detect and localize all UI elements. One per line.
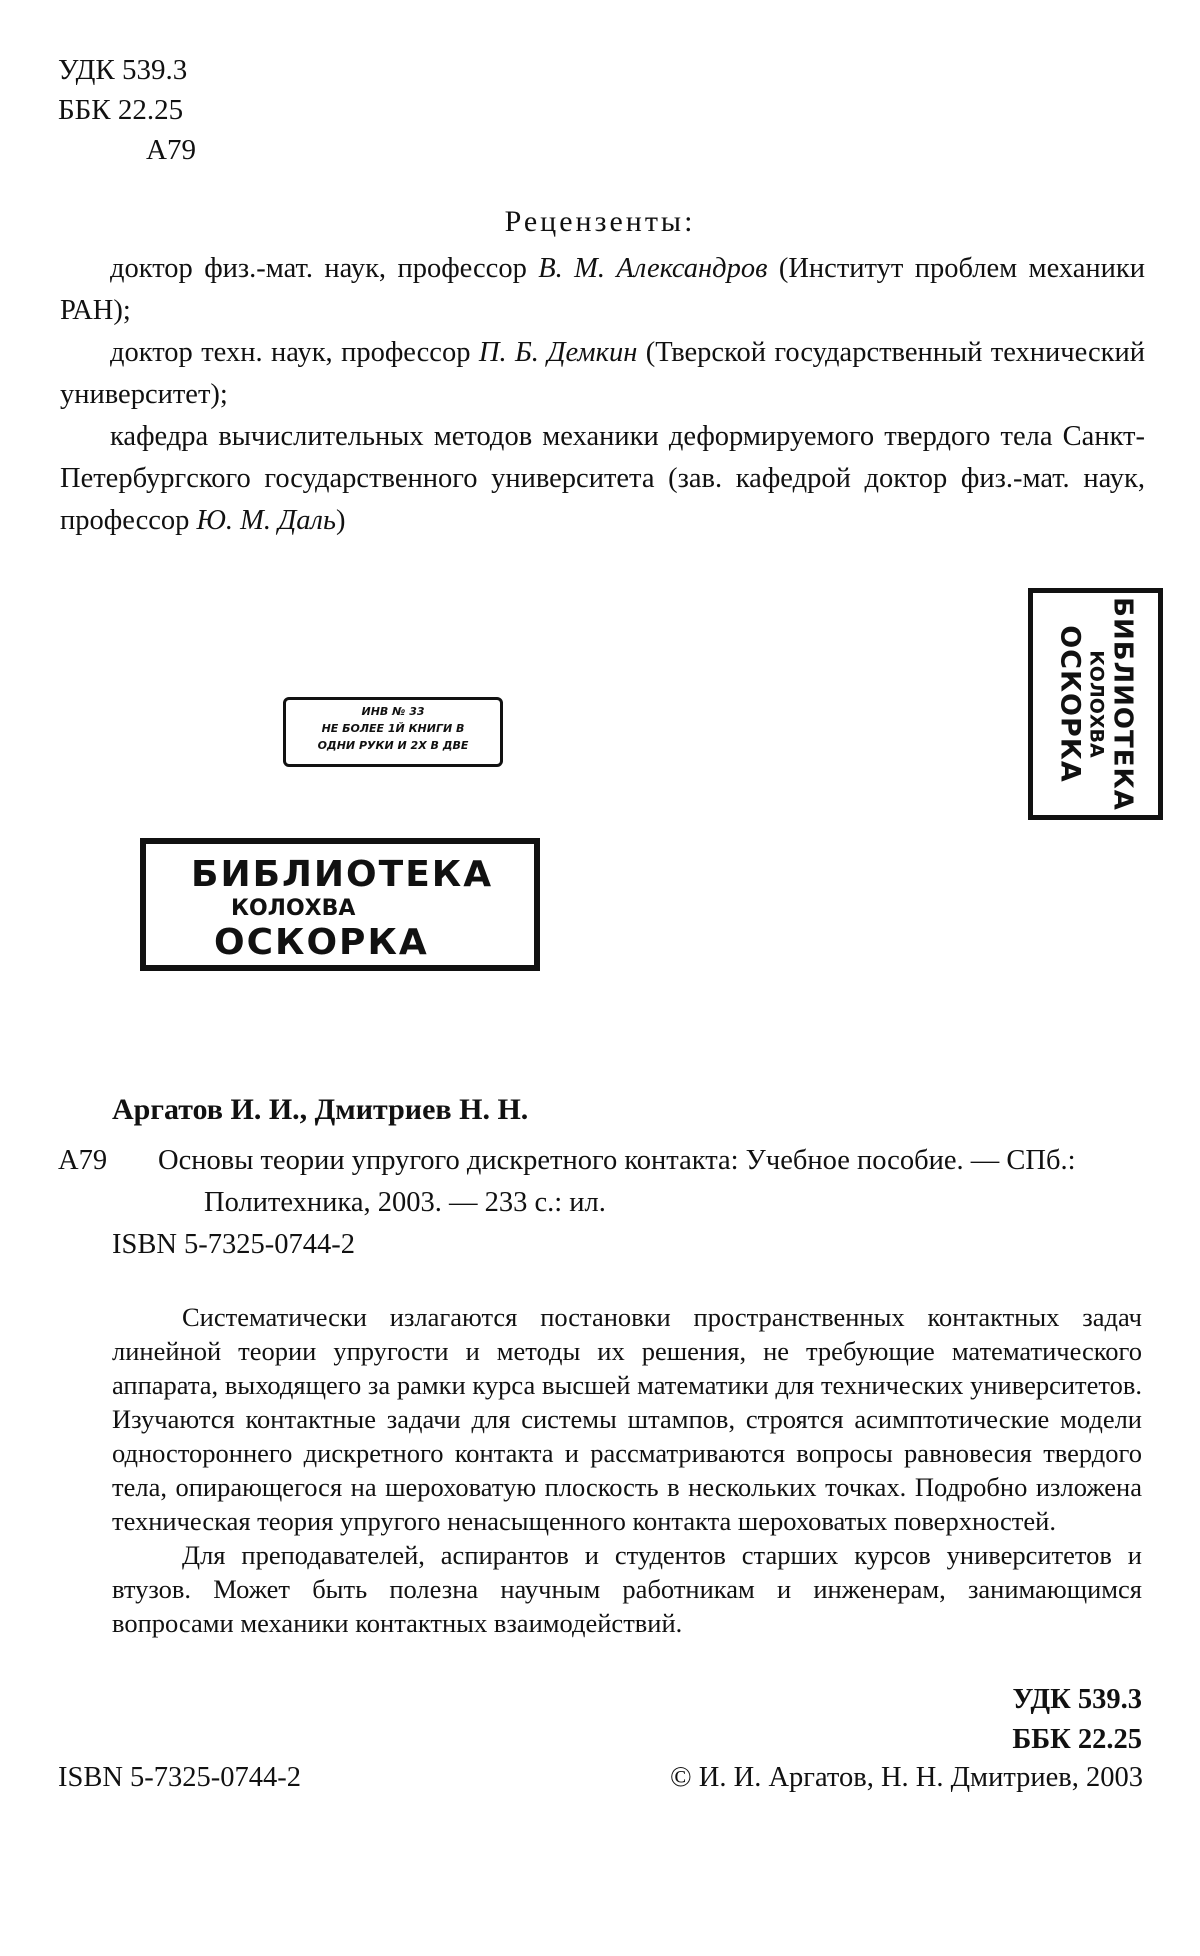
library-stamp-rotated: БИБЛИОТЕКА КОЛОХВА ОСКОРКА xyxy=(1028,588,1163,820)
reviewer-1: доктор физ.-мат. наук, профессор В. М. Александров (Институт проблем механики РАН); xyxy=(60,253,1145,326)
book-authors: Аргатов И. И., Дмитриев Н. Н. xyxy=(112,1093,529,1126)
reviewer-2-name: П. Б. Демкин xyxy=(478,337,638,368)
reviewer-3: кафедра вычислительных методов механики деформируемого твердого тела Санкт-Петербургского государственного университета (зав. кафедрой доктор физ.-мат. наук, профессор Ю. М. Даль) xyxy=(60,421,1145,536)
library-stamp: БИБЛИОТЕКА КОЛОХВА ОСКОРКА xyxy=(140,838,540,971)
annotation-paragraph-2: Для преподавателей, аспирантов и студентов старших курсов университетов и втузов. Может быть полезна научным работникам и инженерам, занимающимся вопросами механики контактных взаимодействий. xyxy=(112,1540,1142,1638)
footer-line xyxy=(58,1762,1143,1794)
reviewers-list xyxy=(60,248,1145,542)
bibliography-index: А79 xyxy=(58,1145,108,1176)
bbk-code: ББК 22.25 xyxy=(58,94,184,126)
footer-udk: УДК 539.3 xyxy=(1012,1684,1142,1715)
author-index: A79 xyxy=(146,134,196,166)
reviewers-title: Рецензенты: xyxy=(504,205,696,238)
book-isbn: ISBN 5-7325-0744-2 xyxy=(112,1229,356,1260)
book-title: Основы теории упругого дискретного контакта: Учебное пособие. — СПб.: Политехника, 2003. — 233 с.: ил. xyxy=(158,1145,1076,1218)
reviewer-1-name: В. М. Александров xyxy=(538,253,768,284)
bibliographic-record xyxy=(58,1140,1148,1266)
reviewer-3-name: Ю. М. Даль xyxy=(196,505,336,536)
footer-codes xyxy=(1012,1680,1142,1760)
copyright: © И. И. Аргатов, Н. Н. Дмитриев, 2003 xyxy=(670,1762,1143,1793)
reviewer-2: доктор техн. наук, профессор П. Б. Демкин (Тверской государственный технический университет); xyxy=(60,337,1145,410)
footer-isbn: ISBN 5-7325-0744-2 xyxy=(58,1762,302,1793)
annotation xyxy=(112,1300,1142,1640)
udk-code: УДК 539.3 xyxy=(58,54,188,86)
footer-bbk: ББК 22.25 xyxy=(1012,1724,1142,1755)
classification-codes xyxy=(58,50,196,170)
inventory-stamp: ИНВ № 33 НЕ БОЛЕЕ 1Й КНИГИ В ОДНИ РУКИ И 2Х В ДВЕ xyxy=(283,697,503,767)
annotation-paragraph-1: Систематически излагаются постановки пространственных контактных задач линейной теории упругости и методы их решения, не требующие математического аппарата, выходящего за рамки курса высшей математики для технических университетов. Изучаются контактные задачи для системы штампов, строятся асимптотические модели одностороннего дискретного контакта и рассматриваются вопросы равновесия твердого тела, опирающегося на шероховатую плоскость в нескольких точках. Подробно изложена техническая теория упругого ненасыщенного контакта шероховатых поверхностей. xyxy=(112,1302,1142,1536)
